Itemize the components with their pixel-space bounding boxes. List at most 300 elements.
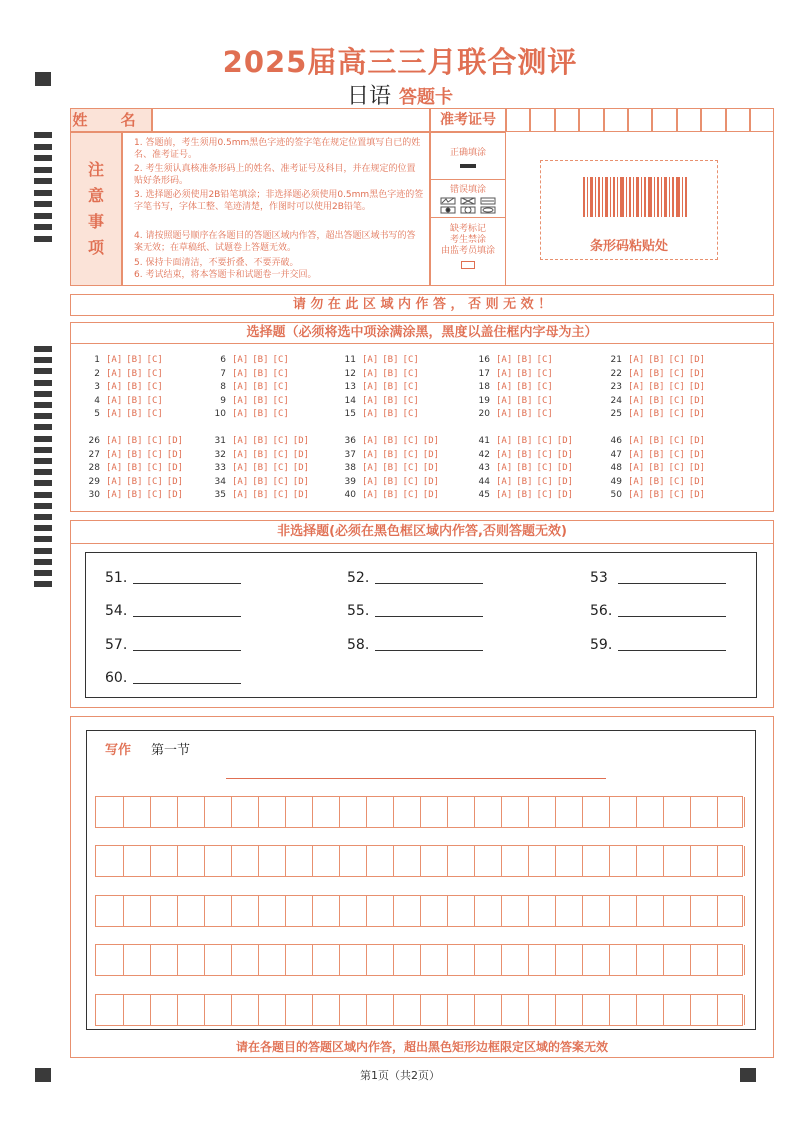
option-bubble[interactable]: [B]	[516, 436, 533, 446]
choice-item[interactable]	[474, 369, 557, 379]
option-bubble[interactable]: [D]	[166, 476, 184, 487]
option-bubble[interactable]: [B]	[252, 490, 269, 500]
question-number: 34	[214, 476, 226, 487]
option-bubble[interactable]: [C]	[668, 463, 685, 473]
choice-item[interactable]	[340, 463, 443, 473]
option-bubble[interactable]: [C]	[402, 368, 419, 379]
option-bubble[interactable]: [D]	[556, 449, 574, 460]
option-bubble[interactable]: [C]	[668, 382, 685, 392]
option-bubble[interactable]: [A]	[362, 368, 379, 379]
option-bubble[interactable]: [D]	[688, 436, 706, 446]
choice-item[interactable]	[84, 463, 187, 473]
writing-grid-row[interactable]	[95, 895, 743, 927]
option-bubble[interactable]: [C]	[536, 476, 553, 487]
blank-answer-line[interactable]	[133, 583, 241, 584]
exam-no-digit-cell[interactable]	[579, 108, 603, 132]
option-bubble[interactable]: [D]	[292, 463, 310, 473]
option-bubble[interactable]: [C]	[536, 409, 553, 419]
choice-item[interactable]	[84, 382, 167, 392]
exam-no-digit-cell[interactable]	[750, 108, 774, 132]
option-bubble[interactable]: [B]	[648, 476, 665, 487]
option-bubble[interactable]: [D]	[556, 436, 574, 446]
option-bubble[interactable]: [C]	[402, 436, 419, 446]
grid-divider	[123, 995, 124, 1025]
option-bubble[interactable]: [D]	[292, 476, 310, 487]
choice-item[interactable]	[210, 369, 293, 379]
choice-item[interactable]	[84, 436, 187, 446]
option-bubble[interactable]: [D]	[166, 490, 184, 500]
option-bubble[interactable]: [A]	[362, 449, 379, 460]
option-bubble[interactable]: [A]	[496, 436, 513, 446]
option-bubble[interactable]: [C]	[668, 409, 685, 419]
choice-item[interactable]	[210, 450, 313, 460]
nonchoice-title-bar	[70, 520, 774, 544]
option-bubble[interactable]: [C]	[146, 382, 163, 392]
notice-item: 4. 请按照题号顺序在各题目的答题区域内作答，超出答题区域书写的答案无效；在草稿纸、试题卷上答题无效。	[134, 231, 416, 253]
option-bubble[interactable]: [A]	[106, 395, 123, 406]
grid-divider	[690, 846, 691, 876]
choice-item[interactable]	[606, 409, 709, 419]
option-bubble[interactable]: [C]	[272, 409, 289, 419]
option-bubble[interactable]: [B]	[648, 449, 665, 460]
option-bubble[interactable]: [B]	[252, 436, 269, 446]
choice-item[interactable]	[84, 490, 187, 500]
choice-item[interactable]	[84, 369, 167, 379]
blank-answer-line[interactable]	[375, 650, 483, 651]
choice-item[interactable]	[474, 436, 577, 446]
option-bubble[interactable]: [A]	[362, 395, 379, 406]
choice-item[interactable]	[84, 409, 167, 419]
option-bubble[interactable]: [A]	[232, 476, 249, 487]
option-bubble[interactable]: [D]	[292, 436, 310, 446]
option-bubble[interactable]: [B]	[516, 382, 533, 392]
option-bubble[interactable]: [D]	[688, 355, 706, 365]
option-bubble[interactable]: [C]	[402, 395, 419, 406]
choice-item[interactable]	[340, 450, 443, 460]
option-bubble[interactable]: [C]	[272, 436, 289, 446]
choice-item[interactable]	[210, 355, 293, 365]
option-bubble[interactable]: [A]	[496, 368, 513, 379]
option-bubble[interactable]: [B]	[382, 436, 399, 446]
option-bubble[interactable]: [C]	[402, 449, 419, 460]
choice-item[interactable]	[84, 355, 167, 365]
choice-item[interactable]	[606, 436, 709, 446]
option-bubble[interactable]: [A]	[362, 355, 379, 365]
option-bubble[interactable]: [A]	[362, 409, 379, 419]
option-bubble[interactable]: [C]	[146, 395, 163, 406]
option-bubble[interactable]: [A]	[496, 463, 513, 473]
option-bubble[interactable]: [A]	[232, 368, 249, 379]
choice-item[interactable]	[210, 490, 313, 500]
writing-title-line[interactable]	[226, 778, 606, 779]
grid-divider	[474, 896, 475, 926]
blank-answer-line[interactable]	[133, 616, 241, 617]
choice-item[interactable]	[474, 382, 557, 392]
option-bubble[interactable]: [B]	[252, 395, 269, 406]
option-bubble[interactable]: [B]	[126, 490, 143, 500]
option-bubble[interactable]: [A]	[106, 449, 123, 460]
choice-item[interactable]	[474, 396, 557, 406]
option-bubble[interactable]: [A]	[496, 355, 513, 365]
option-bubble[interactable]: [A]	[232, 355, 249, 365]
option-bubble[interactable]: [B]	[126, 449, 143, 460]
notice-item: 5. 保持卡面清洁，不要折叠、不要弄破。	[134, 258, 299, 268]
choice-item[interactable]	[606, 355, 709, 365]
option-bubble[interactable]: [D]	[688, 409, 706, 419]
option-bubble[interactable]: [C]	[146, 449, 163, 460]
grid-divider	[312, 797, 313, 827]
timing-mark	[34, 167, 52, 173]
grid-divider	[231, 945, 232, 975]
choice-item[interactable]	[340, 382, 423, 392]
option-bubble[interactable]: [B]	[382, 409, 399, 419]
choice-item[interactable]	[340, 490, 443, 500]
grid-divider	[393, 797, 394, 827]
option-bubble[interactable]: [D]	[422, 463, 440, 473]
writing-grid-row[interactable]	[95, 796, 743, 828]
option-bubble[interactable]: [C]	[668, 490, 685, 500]
option-bubble[interactable]: [B]	[126, 463, 143, 473]
option-bubble[interactable]: [B]	[382, 463, 399, 473]
option-bubble[interactable]: [D]	[688, 368, 706, 379]
grid-divider	[285, 846, 286, 876]
option-bubble[interactable]: [B]	[516, 463, 533, 473]
exam-no-digit-cell[interactable]	[506, 108, 530, 132]
option-bubble[interactable]: [C]	[668, 395, 685, 406]
writing-grid-row[interactable]	[95, 994, 743, 1026]
grid-divider	[744, 846, 745, 876]
grid-divider	[150, 846, 151, 876]
timing-mark	[34, 402, 52, 408]
option-bubble[interactable]: [A]	[628, 436, 645, 446]
option-bubble[interactable]: [C]	[668, 368, 685, 379]
option-bubble[interactable]: [C]	[536, 463, 553, 473]
option-bubble[interactable]: [D]	[556, 476, 574, 487]
option-bubble[interactable]: [C]	[668, 436, 685, 446]
blank-answer-line[interactable]	[375, 583, 483, 584]
option-bubble[interactable]: [A]	[628, 368, 645, 379]
name-field[interactable]	[152, 108, 430, 132]
option-bubble[interactable]: [C]	[402, 476, 419, 487]
exam-no-digit-cell[interactable]	[530, 108, 554, 132]
question-number: 45	[478, 490, 490, 500]
exam-no-digit-cell[interactable]	[555, 108, 579, 132]
choice-item[interactable]	[474, 463, 577, 473]
option-bubble[interactable]: [C]	[668, 476, 685, 487]
option-bubble[interactable]: [B]	[648, 436, 665, 446]
option-bubble[interactable]: [B]	[648, 490, 665, 500]
option-bubble[interactable]: [D]	[292, 449, 310, 460]
option-bubble[interactable]: [B]	[126, 436, 143, 446]
question-number: 3	[94, 382, 100, 392]
option-bubble[interactable]: [A]	[496, 382, 513, 392]
option-bubble[interactable]: [A]	[628, 476, 645, 487]
option-bubble[interactable]: [A]	[496, 409, 513, 419]
option-bubble[interactable]: [C]	[146, 368, 163, 379]
option-bubble[interactable]: [A]	[106, 476, 123, 487]
choice-item[interactable]	[606, 477, 709, 487]
blank-answer-line[interactable]	[618, 650, 726, 651]
option-bubble[interactable]: [D]	[166, 436, 184, 446]
name-label: 姓 名	[72, 111, 150, 129]
option-bubble[interactable]: [B]	[516, 395, 533, 406]
option-bubble[interactable]: [B]	[516, 449, 533, 460]
timing-mark	[34, 178, 52, 184]
option-bubble[interactable]: [D]	[688, 490, 706, 500]
option-bubble[interactable]: [C]	[536, 449, 553, 460]
choice-item[interactable]	[340, 477, 443, 487]
option-bubble[interactable]: [A]	[362, 476, 379, 487]
option-bubble[interactable]: [B]	[516, 476, 533, 487]
choice-item[interactable]	[340, 369, 423, 379]
option-bubble[interactable]: [A]	[106, 409, 123, 419]
option-bubble[interactable]: [A]	[106, 436, 123, 446]
option-bubble[interactable]: [B]	[648, 463, 665, 473]
option-bubble[interactable]: [C]	[536, 490, 553, 500]
exam-no-digit-cell[interactable]	[726, 108, 750, 132]
exam-no-digit-cell[interactable]	[652, 108, 676, 132]
option-bubble[interactable]: [B]	[382, 382, 399, 392]
option-bubble[interactable]: [A]	[496, 395, 513, 406]
option-bubble[interactable]: [A]	[232, 436, 249, 446]
option-bubble[interactable]: [C]	[402, 490, 419, 500]
option-bubble[interactable]: [D]	[166, 449, 184, 460]
option-bubble[interactable]: [C]	[272, 368, 289, 379]
blank-answer-line[interactable]	[133, 683, 241, 684]
option-bubble[interactable]: [D]	[166, 463, 184, 473]
exam-no-digit-cell[interactable]	[604, 108, 628, 132]
option-bubble[interactable]: [B]	[382, 355, 399, 365]
option-bubble[interactable]: [C]	[272, 382, 289, 392]
option-bubble[interactable]: [C]	[146, 490, 163, 500]
option-bubble[interactable]: [C]	[146, 476, 163, 487]
writing-grid-row[interactable]	[95, 944, 743, 976]
option-bubble[interactable]: [C]	[272, 395, 289, 406]
option-bubble[interactable]: [B]	[126, 409, 143, 419]
option-bubble[interactable]: [D]	[422, 449, 440, 460]
option-bubble[interactable]: [D]	[688, 382, 706, 392]
choice-item[interactable]	[84, 477, 187, 487]
option-bubble[interactable]: [A]	[628, 395, 645, 406]
option-bubble[interactable]: [B]	[382, 368, 399, 379]
choice-item[interactable]	[340, 355, 423, 365]
option-bubble[interactable]: [A]	[362, 463, 379, 473]
option-bubble[interactable]: [A]	[232, 409, 249, 419]
choice-item[interactable]	[474, 490, 577, 500]
option-bubble[interactable]: [B]	[382, 476, 399, 487]
option-bubble[interactable]: [D]	[688, 395, 706, 406]
option-bubble[interactable]: [A]	[496, 449, 513, 460]
option-bubble[interactable]: [C]	[668, 449, 685, 460]
option-bubble[interactable]: [B]	[252, 409, 269, 419]
choice-item[interactable]	[210, 382, 293, 392]
exam-no-digit-cell[interactable]	[628, 108, 652, 132]
option-bubble[interactable]: [B]	[648, 409, 665, 419]
option-bubble[interactable]: [B]	[126, 355, 143, 365]
option-bubble[interactable]: [D]	[422, 476, 440, 487]
option-bubble[interactable]: [A]	[628, 382, 645, 392]
option-bubble[interactable]: [B]	[126, 382, 143, 392]
option-bubble[interactable]: [B]	[648, 382, 665, 392]
option-bubble[interactable]: [A]	[106, 382, 123, 392]
nonchoice-answer-frame	[85, 552, 757, 698]
choice-item[interactable]	[474, 355, 557, 365]
option-bubble[interactable]: [B]	[252, 476, 269, 487]
option-bubble[interactable]: [C]	[272, 476, 289, 487]
choice-item[interactable]	[606, 369, 709, 379]
blank-label: 55.	[347, 603, 370, 619]
question-number: 12	[344, 368, 356, 379]
option-bubble[interactable]: [D]	[556, 463, 574, 473]
option-bubble[interactable]: [D]	[422, 490, 440, 500]
grid-divider	[717, 945, 718, 975]
option-bubble[interactable]: [C]	[146, 436, 163, 446]
option-bubble[interactable]: [C]	[402, 382, 419, 392]
option-bubble[interactable]: [B]	[648, 395, 665, 406]
option-bubble[interactable]: [C]	[402, 463, 419, 473]
option-bubble[interactable]: [B]	[252, 355, 269, 365]
choice-item[interactable]	[606, 396, 709, 406]
notice-item: 6. 考试结束，将本答题卡和试题卷一并交回。	[134, 270, 317, 280]
option-bubble[interactable]: [D]	[422, 436, 440, 446]
option-bubble[interactable]: [B]	[252, 368, 269, 379]
option-bubble[interactable]: [A]	[106, 490, 123, 500]
barcode-area	[540, 160, 718, 260]
option-bubble[interactable]: [D]	[292, 490, 310, 500]
choice-item[interactable]	[606, 450, 709, 460]
option-bubble[interactable]: [B]	[252, 382, 269, 392]
blank-answer-line[interactable]	[375, 616, 483, 617]
option-bubble[interactable]: [D]	[688, 476, 706, 487]
absent-mark-line: 由监考员填涂	[440, 246, 495, 256]
choice-item[interactable]	[210, 396, 293, 406]
choice-item[interactable]	[340, 436, 443, 446]
option-bubble[interactable]: [B]	[382, 395, 399, 406]
option-bubble[interactable]: [B]	[252, 463, 269, 473]
option-bubble[interactable]: [A]	[232, 395, 249, 406]
correct-fill-cell	[430, 138, 506, 180]
writing-grid-row[interactable]	[95, 845, 743, 877]
grid-divider	[177, 846, 178, 876]
option-bubble[interactable]: [C]	[536, 355, 553, 365]
option-bubble[interactable]: [A]	[232, 490, 249, 500]
option-bubble[interactable]: [B]	[516, 355, 533, 365]
timing-mark	[34, 132, 52, 138]
option-bubble[interactable]: [B]	[382, 490, 399, 500]
choice-item[interactable]	[340, 396, 423, 406]
option-bubble[interactable]: [B]	[382, 449, 399, 460]
choice-item[interactable]	[210, 477, 313, 487]
option-bubble[interactable]: [B]	[126, 368, 143, 379]
question-number: 9	[220, 395, 226, 406]
option-bubble[interactable]: [C]	[536, 382, 553, 392]
absent-mark-box[interactable]	[461, 261, 475, 269]
option-bubble[interactable]: [A]	[628, 449, 645, 460]
wrong-fill-label: 错误填涂	[449, 185, 486, 195]
option-bubble[interactable]: [A]	[496, 490, 513, 500]
writing-section-label: 第一节	[151, 743, 191, 758]
exam-no-digit-cell[interactable]	[677, 108, 701, 132]
option-bubble[interactable]: [C]	[146, 355, 163, 365]
choice-item[interactable]	[210, 409, 293, 419]
option-bubble[interactable]: [A]	[628, 409, 645, 419]
option-bubble[interactable]: [B]	[648, 368, 665, 379]
choice-item[interactable]	[84, 396, 167, 406]
exam-no-digit-cell[interactable]	[701, 108, 725, 132]
choice-item[interactable]	[474, 409, 557, 419]
option-bubble[interactable]: [D]	[688, 463, 706, 473]
option-bubble[interactable]: [B]	[516, 409, 533, 419]
option-bubble[interactable]: [A]	[628, 490, 645, 500]
option-bubble[interactable]: [A]	[496, 476, 513, 487]
option-bubble[interactable]: [A]	[628, 463, 645, 473]
choice-item[interactable]	[606, 463, 709, 473]
option-bubble[interactable]: [B]	[126, 395, 143, 406]
option-bubble[interactable]: [C]	[272, 449, 289, 460]
choice-item[interactable]	[606, 490, 709, 500]
grid-divider	[609, 797, 610, 827]
option-bubble[interactable]: [C]	[536, 395, 553, 406]
question-number: 24	[610, 395, 622, 406]
option-bubble[interactable]: [B]	[252, 449, 269, 460]
choice-item[interactable]	[606, 382, 709, 392]
choice-item[interactable]	[210, 436, 313, 446]
option-bubble[interactable]: [A]	[362, 436, 379, 446]
blank-answer-line[interactable]	[133, 650, 241, 651]
option-bubble[interactable]: [B]	[126, 476, 143, 487]
option-bubble[interactable]: [B]	[516, 368, 533, 379]
option-bubble[interactable]: [C]	[146, 409, 163, 419]
option-bubble[interactable]: [C]	[272, 355, 289, 365]
grid-divider	[474, 995, 475, 1025]
option-bubble[interactable]: [A]	[628, 355, 645, 365]
option-bubble[interactable]: [C]	[402, 355, 419, 365]
blank-answer-line[interactable]	[618, 583, 726, 584]
choice-item[interactable]	[210, 463, 313, 473]
blank-answer-line[interactable]	[618, 616, 726, 617]
option-bubble[interactable]: [A]	[362, 382, 379, 392]
question-number: 44	[478, 476, 490, 487]
option-bubble[interactable]: [D]	[556, 490, 574, 500]
choice-item[interactable]	[340, 409, 423, 419]
option-bubble[interactable]: [A]	[232, 449, 249, 460]
option-bubble[interactable]: [C]	[668, 355, 685, 365]
option-bubble[interactable]: [A]	[106, 355, 123, 365]
choice-item[interactable]	[84, 450, 187, 460]
option-bubble[interactable]: [C]	[402, 409, 419, 419]
option-bubble[interactable]: [D]	[688, 449, 706, 460]
question-number: 37	[344, 449, 356, 460]
timing-mark	[34, 368, 52, 374]
option-bubble[interactable]: [B]	[516, 490, 533, 500]
grid-divider	[285, 896, 286, 926]
option-bubble[interactable]: [C]	[272, 490, 289, 500]
grid-divider	[123, 945, 124, 975]
option-bubble[interactable]: [B]	[648, 355, 665, 365]
option-bubble[interactable]: [C]	[536, 436, 553, 446]
option-bubble[interactable]: [A]	[106, 368, 123, 379]
choice-item[interactable]	[474, 477, 577, 487]
option-bubble[interactable]: [C]	[536, 368, 553, 379]
option-bubble[interactable]: [A]	[232, 463, 249, 473]
grid-divider	[690, 995, 691, 1025]
option-bubble[interactable]: [C]	[146, 463, 163, 473]
option-bubble[interactable]: [C]	[272, 463, 289, 473]
option-bubble[interactable]: [A]	[106, 463, 123, 473]
option-bubble[interactable]: [A]	[232, 382, 249, 392]
option-bubble[interactable]: [A]	[362, 490, 379, 500]
choice-item[interactable]	[474, 450, 577, 460]
